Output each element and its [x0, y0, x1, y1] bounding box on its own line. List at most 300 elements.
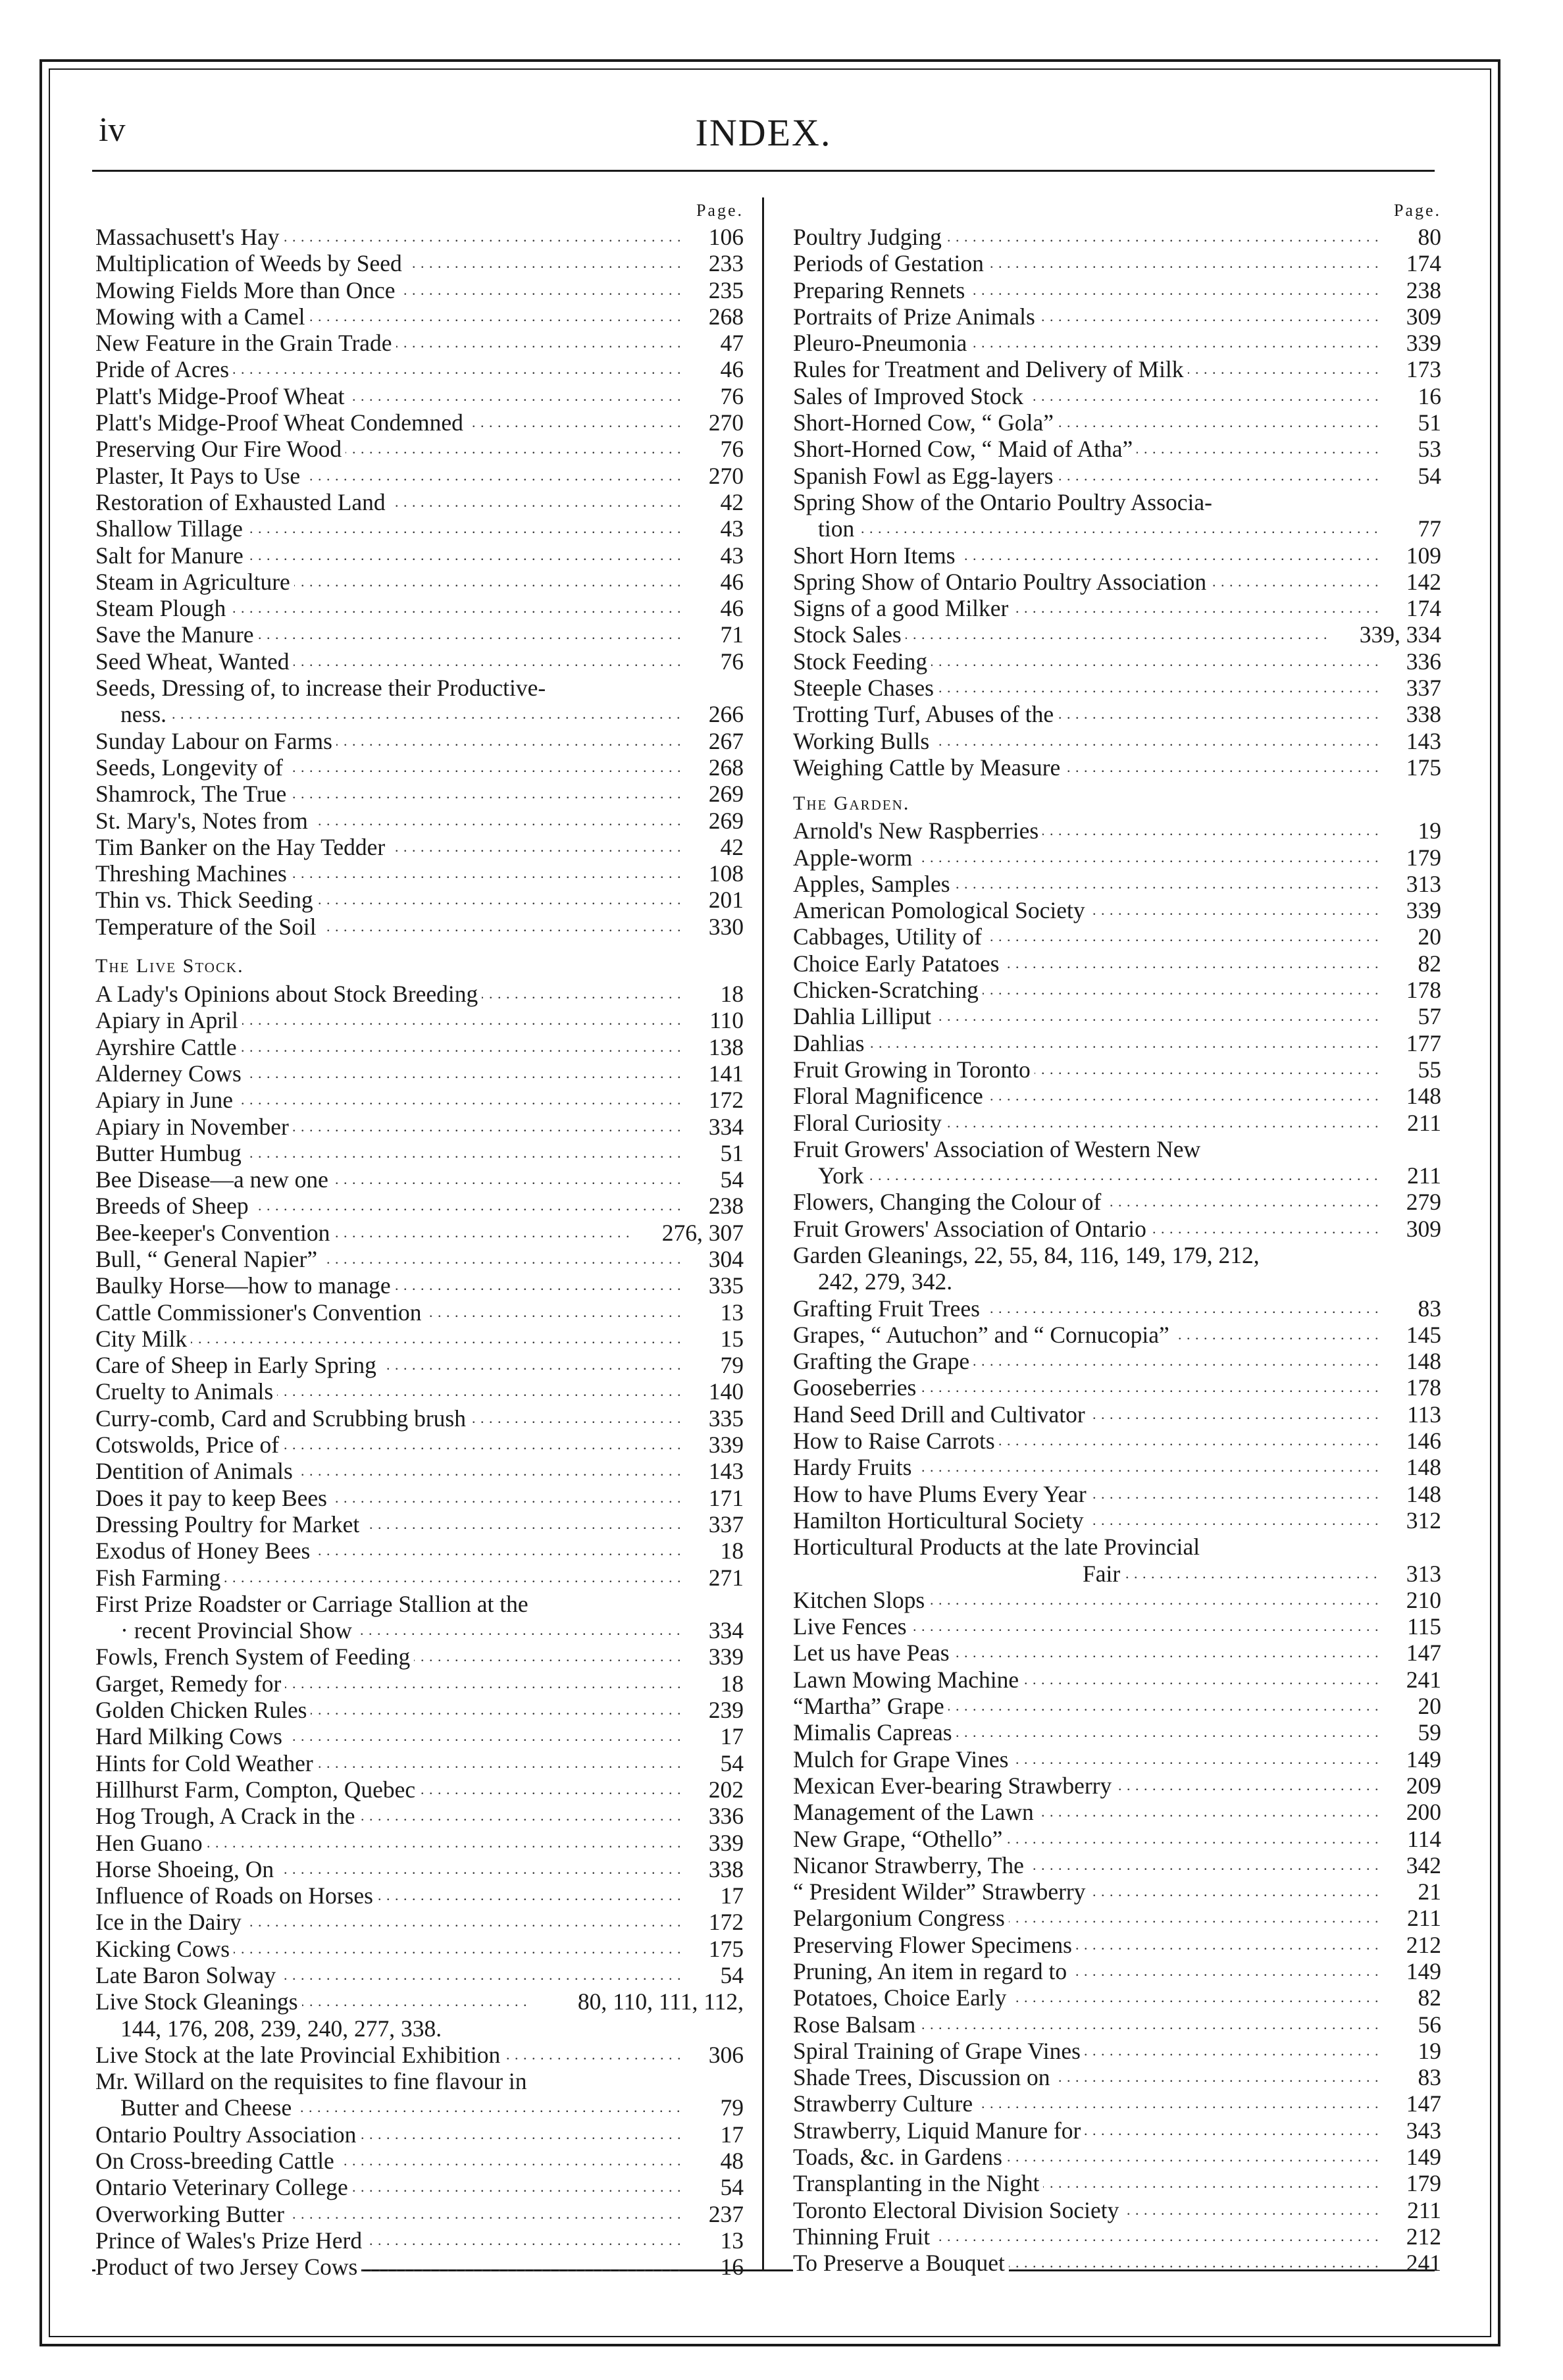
- entry-page: 174: [1406, 595, 1441, 622]
- index-entry: [95, 1326, 744, 1352]
- entry-title: Apples, Samples: [793, 871, 954, 897]
- entry-title: Curry-comb, Card and Scrubbing brush: [95, 1405, 470, 1432]
- index-entry: [95, 1378, 744, 1405]
- entry-title: Thin vs. Thick Seeding: [95, 887, 317, 913]
- index-entry: [793, 675, 1441, 701]
- entry-title: Cotswolds, Price of: [95, 1432, 283, 1458]
- left-column: [95, 197, 744, 2281]
- entry-page: 202: [708, 1776, 744, 1803]
- entry-page: 268: [708, 754, 744, 781]
- header-rule: [92, 170, 1435, 172]
- entry-page: 175: [1406, 754, 1441, 781]
- entry-page: 271: [708, 1564, 744, 1591]
- entry-title: Prince of Wales's Prize Herd: [95, 2227, 366, 2254]
- entry-title: Bee-keeper's Convention: [95, 1220, 334, 1246]
- entry-page: 144, 176, 208, 239, 240, 277, 338.: [120, 2015, 442, 2042]
- entry-title: Ontario Poultry Association: [95, 2121, 360, 2148]
- entry-page: 42: [720, 488, 744, 515]
- entry-page: 267: [708, 727, 744, 754]
- index-entry: [95, 1750, 744, 1776]
- index-entry: [793, 436, 1441, 462]
- entry-title: Hog Trough, A Crack in the: [95, 1803, 359, 1829]
- index-entry: [95, 1352, 744, 1378]
- entry-title: Shade Trees, Discussion on: [793, 2064, 1054, 2090]
- index-entry: [793, 844, 1441, 871]
- entry-title: Platt's Midge-Proof Wheat Condemned: [95, 409, 467, 436]
- entry-page: 338: [708, 1855, 744, 1882]
- index-entry: [95, 2094, 744, 2121]
- page-title: INDEX.: [695, 111, 832, 154]
- entry-title: Fruit Growers' Association of Ontario: [793, 1216, 1150, 1242]
- index-entry: [95, 1803, 744, 1829]
- index-entry: [95, 2174, 744, 2200]
- index-entry: [793, 701, 1441, 727]
- entry-page: 149: [1406, 1746, 1441, 1772]
- entry-page: 46: [720, 356, 744, 383]
- index-list: [793, 224, 1441, 489]
- entry-title: Breeds of Sheep: [95, 1193, 253, 1219]
- entry-page: 337: [708, 1511, 744, 1538]
- index-entry: [793, 1719, 1441, 1746]
- entry-title: Mowing with a Camel: [95, 303, 309, 330]
- entry-page: 143: [708, 1458, 744, 1485]
- entry-title: Hamilton Horticultural Society: [793, 1507, 1088, 1534]
- index-entry: [793, 1401, 1441, 1428]
- index-entry: [95, 2121, 744, 2148]
- entry-page: 178: [1406, 1374, 1441, 1401]
- entry-page: 148: [1406, 1348, 1441, 1375]
- index-entry: [95, 1272, 744, 1299]
- entry-page: 201: [708, 887, 744, 914]
- entry-page: 19: [1418, 817, 1441, 844]
- entry-page: 57: [1418, 1003, 1441, 1030]
- entry-page: 336: [1406, 648, 1441, 675]
- index-entry: [793, 463, 1441, 489]
- entry-title: Let us have Peas: [793, 1640, 954, 1666]
- entry-title: Thinning Fruit: [793, 2223, 934, 2250]
- index-list: [793, 542, 1441, 781]
- entry-title: New Feature in the Grain Trade: [95, 330, 396, 356]
- entry-page: 146: [1406, 1428, 1441, 1455]
- index-entry: [793, 1746, 1441, 1772]
- index-entry: [95, 1405, 744, 1432]
- index-entry: [95, 808, 744, 834]
- index-entry: [793, 250, 1441, 276]
- index-entry: [95, 754, 744, 781]
- entry-page: 54: [720, 1962, 744, 1988]
- entry-page: 237: [708, 2200, 744, 2227]
- entry-page: 147: [1406, 2090, 1441, 2117]
- index-entry: [95, 1776, 744, 1803]
- index-entry: [793, 977, 1441, 1003]
- entry-page: 51: [1418, 409, 1441, 436]
- entry-page: 149: [1406, 2144, 1441, 2171]
- entry-page: 115: [1407, 1613, 1441, 1640]
- entry-title: How to Raise Carrots: [793, 1428, 999, 1454]
- entry-page: 330: [708, 913, 744, 940]
- index-entry: [95, 1643, 744, 1670]
- index-entry: [95, 515, 744, 542]
- index-entry: [793, 621, 1441, 648]
- entry-page: 269: [708, 781, 744, 808]
- index-entry: [793, 950, 1441, 977]
- entry-title: Spiral Training of Grape Vines: [793, 2038, 1085, 2064]
- index-entry: [95, 569, 744, 595]
- index-entry: [95, 1565, 744, 1591]
- entry-page: 48: [720, 2148, 744, 2175]
- entry-title: Influence of Roads on Horses: [95, 1882, 377, 1909]
- index-entry: [95, 463, 744, 489]
- entry-title: Arnold's New Raspberries: [793, 817, 1042, 844]
- index-entry: [95, 1485, 744, 1511]
- index-entry: [793, 2038, 1441, 2064]
- entry-title: Golden Chicken Rules: [95, 1697, 311, 1723]
- entry-page: 15: [720, 1325, 744, 1352]
- entry-title: How to have Plums Every Year: [793, 1481, 1090, 1507]
- entry-title: Fair: [1083, 1561, 1124, 1587]
- entry-title: Choice Early Patatoes: [793, 950, 1004, 977]
- entry-title: Apple-worm: [793, 844, 916, 871]
- index-entry: [793, 2144, 1441, 2170]
- entry-page: 233: [708, 250, 744, 277]
- entry-page: 143: [1406, 727, 1441, 754]
- entry-page: 51: [720, 1139, 744, 1166]
- entry-title: Temperature of the Soil: [95, 914, 320, 940]
- entry-title: Alderney Cows: [95, 1060, 245, 1087]
- index-entry: [95, 981, 744, 1007]
- entry-title: Toads, &c. in Gardens: [793, 2144, 1006, 2170]
- entry-title: Cruelty to Animals: [95, 1378, 277, 1405]
- index-entry: [793, 277, 1441, 303]
- entry-title: Transplanting in the Night: [793, 2170, 1043, 2196]
- index-entry: [793, 1826, 1441, 1852]
- index-list: [95, 1643, 744, 1988]
- entry-page: 20: [1418, 1693, 1441, 1720]
- index-entry: [793, 1348, 1441, 1374]
- index-entry: [793, 409, 1441, 436]
- index-entry: [793, 356, 1441, 382]
- index-entry: [95, 1193, 744, 1219]
- entry-title: Pride of Acres: [95, 356, 233, 382]
- index-entry: [95, 1087, 744, 1113]
- page-column-heading: Page.: [696, 201, 744, 220]
- index-entry: [95, 383, 744, 409]
- entry-title: Toronto Electoral Division Society: [793, 2197, 1123, 2223]
- entry-page: 342: [1406, 1851, 1441, 1878]
- index-entry: [793, 1905, 1441, 1931]
- entry-title: Fruit Growers' Association of Western New: [793, 1135, 1201, 1162]
- index-entry: [793, 648, 1441, 675]
- index-entry: [793, 1056, 1441, 1083]
- index-entry: [95, 1936, 744, 1962]
- entry-title: Mowing Fields More than Once: [95, 277, 399, 303]
- entry-title: Hardy Fruits: [793, 1454, 915, 1480]
- entry-page: 79: [720, 2094, 744, 2121]
- entry-title: Strawberry, Liquid Manure for: [793, 2117, 1085, 2144]
- entry-page: 13: [720, 2227, 744, 2254]
- entry-title: American Pomological Society: [793, 897, 1089, 923]
- entry-page: 145: [1406, 1321, 1441, 1348]
- entry-title: Mexican Ever-bearing Strawberry: [793, 1772, 1115, 1799]
- entry-title: Overworking Butter: [95, 2201, 288, 2227]
- entry-page: 179: [1406, 844, 1441, 871]
- entry-title: Horse Shoeing, On: [95, 1856, 278, 1882]
- entry-title: Hillhurst Farm, Compton, Quebec: [95, 1776, 419, 1803]
- index-list: [793, 1295, 1441, 1534]
- index-entry: [793, 1428, 1441, 1454]
- index-entry: [793, 1878, 1441, 1905]
- index-entry: [793, 1003, 1441, 1029]
- index-entry: [793, 569, 1441, 595]
- entry-title: Steam in Agriculture: [95, 569, 294, 595]
- entry-title: Horticultural Products at the late Provincial: [793, 1534, 1200, 1561]
- entry-page: 80, 110, 111, 112,: [577, 1988, 744, 2015]
- entry-page: 114: [1407, 1825, 1441, 1852]
- entry-title: Apiary in November: [95, 1114, 293, 1140]
- entry-title: Pruning, An item in regard to: [793, 1958, 1071, 1984]
- index-entry: [793, 1613, 1441, 1640]
- index-entry: [95, 2068, 744, 2094]
- index-entry: [95, 250, 744, 276]
- entry-page: 172: [708, 1909, 744, 1936]
- entry-title: Care of Sheep in Early Spring: [95, 1352, 380, 1378]
- entry-title: Potatoes, Choice Early: [793, 1984, 1010, 2011]
- entry-title: Shallow Tillage: [95, 515, 247, 542]
- entry-page: 13: [720, 1299, 744, 1326]
- entry-title: Chicken-Scratching: [793, 977, 983, 1003]
- entry-title: Save the Manure: [95, 621, 258, 648]
- index-entry: [95, 330, 744, 356]
- entry-page: 174: [1406, 250, 1441, 277]
- index-entry: [95, 887, 744, 913]
- column-divider: [762, 197, 764, 2271]
- entry-title: Garget, Remedy for: [95, 1670, 285, 1697]
- entry-title: Multiplication of Weeds by Seed: [95, 250, 406, 276]
- entry-page: 173: [1406, 356, 1441, 383]
- index-entry: [793, 383, 1441, 409]
- entry-page: 19: [1418, 2037, 1441, 2064]
- index-entry: [793, 1984, 1441, 2011]
- entry-page: 141: [708, 1060, 744, 1087]
- entry-page: 142: [1406, 568, 1441, 595]
- index-entry: [793, 1958, 1441, 1984]
- entry-page: 312: [1406, 1507, 1441, 1534]
- entry-page: 210: [1406, 1586, 1441, 1613]
- index-entry: [793, 1136, 1441, 1162]
- entry-page: 149: [1406, 1958, 1441, 1984]
- entry-title: Spring Show of Ontario Poultry Association: [793, 569, 1210, 595]
- index-entry: [95, 1432, 744, 1458]
- entry-title: Dentition of Animals: [95, 1458, 297, 1484]
- entry-page: 53: [1418, 436, 1441, 463]
- entry-page: 235: [708, 276, 744, 303]
- entry-page: 147: [1406, 1640, 1441, 1667]
- index-entry: [95, 1511, 744, 1538]
- entry-title: A Lady's Opinions about Stock Breeding: [95, 981, 482, 1007]
- entry-page: 110: [709, 1007, 744, 1034]
- entry-title: Poultry Judging: [793, 224, 946, 250]
- index-entry: [95, 1114, 744, 1140]
- entry-page: 212: [1406, 2223, 1441, 2250]
- index-entry: [95, 1220, 744, 1246]
- entry-page: 18: [720, 1538, 744, 1565]
- index-entry: [95, 701, 744, 727]
- entry-page: 270: [708, 409, 744, 436]
- index-entry: [793, 897, 1441, 923]
- entry-title: Ice in the Dairy: [95, 1909, 245, 1935]
- entry-page: 211: [1407, 1162, 1441, 1189]
- entry-page: 336: [708, 1803, 744, 1830]
- entry-title: First Prize Roadster or Carriage Stallion at the: [95, 1590, 528, 1617]
- entry-title: Live Stock at the late Provincial Exhibition: [95, 2042, 504, 2068]
- entry-title: · recent Provincial Show: [120, 1617, 356, 1643]
- entry-title: New Grape, “Othello”: [793, 1826, 1006, 1852]
- entry-page: 148: [1406, 1454, 1441, 1481]
- entry-page: 54: [720, 1166, 744, 1193]
- index-entry: [793, 2250, 1441, 2276]
- index-entry: [95, 1882, 744, 1909]
- entry-title: Spanish Fowl as Egg-layers: [793, 463, 1057, 489]
- entry-page: 71: [720, 621, 744, 648]
- entry-page: 79: [720, 1352, 744, 1379]
- index-entry: [95, 1166, 744, 1193]
- entry-title: tion: [818, 515, 858, 542]
- entry-title: Seeds, Dressing of, to increase their Productive-: [95, 675, 546, 702]
- entry-page: 108: [708, 860, 744, 887]
- index-entry: [95, 2042, 744, 2068]
- entry-page: 21: [1418, 1878, 1441, 1905]
- entry-page: 306: [708, 2041, 744, 2068]
- index-entry: [793, 2170, 1441, 2196]
- index-entry: [793, 1667, 1441, 1693]
- entry-page: 335: [708, 1405, 744, 1432]
- entry-title: Stock Feeding: [793, 648, 931, 675]
- index-entry: [793, 817, 1441, 844]
- entry-page: 313: [1406, 870, 1441, 897]
- index-entry: [793, 595, 1441, 621]
- entry-page: 106: [708, 224, 744, 250]
- entry-title: Floral Curiosity: [793, 1110, 946, 1136]
- entry-page: 339: [708, 1643, 744, 1670]
- entry-page: 83: [1418, 2064, 1441, 2091]
- index-entry: [793, 1481, 1441, 1507]
- entry-page: 334: [708, 1113, 744, 1140]
- entry-title: Dahlias: [793, 1030, 868, 1056]
- index-entry: [793, 1189, 1441, 1215]
- index-entry: [793, 1799, 1441, 1825]
- index-entry: [95, 2201, 744, 2227]
- entry-page: 238: [1406, 276, 1441, 303]
- index-entry: [95, 648, 744, 675]
- page-column-heading: Page.: [1393, 201, 1441, 220]
- index-entry: [793, 1295, 1441, 1322]
- index-entry: [793, 1268, 1441, 1295]
- entry-title: Rules for Treatment and Delivery of Milk: [793, 356, 1188, 382]
- entry-page: 211: [1407, 2196, 1441, 2223]
- entry-title: Mulch for Grape Vines: [793, 1746, 1012, 1772]
- entry-title: Grafting the Grape: [793, 1348, 973, 1374]
- index-entry: [793, 303, 1441, 330]
- index-entry: [793, 728, 1441, 754]
- entry-title: York: [818, 1162, 867, 1189]
- entry-page: 54: [1418, 462, 1441, 489]
- index-entry: [95, 1060, 744, 1087]
- entry-page: 212: [1406, 1931, 1441, 1958]
- entry-title: Pelargonium Congress: [793, 1905, 1009, 1931]
- entry-page: 339: [1406, 330, 1441, 357]
- entry-title: Lawn Mowing Machine: [793, 1667, 1023, 1693]
- entry-page: 178: [1406, 977, 1441, 1004]
- index-entry: [793, 330, 1441, 356]
- index-entry: [793, 2223, 1441, 2250]
- entry-page: 82: [1418, 950, 1441, 977]
- index-entry: [95, 2015, 744, 2042]
- entry-title: To Preserve a Bouquet: [793, 2250, 1009, 2276]
- index-entry: [95, 1830, 744, 1856]
- index-entry: [793, 1507, 1441, 1534]
- entry-title: Baulky Horse—how to manage: [95, 1272, 395, 1299]
- entry-page: 59: [1418, 1719, 1441, 1746]
- entry-title: Butter Humbug: [95, 1140, 245, 1166]
- entry-page: 113: [1407, 1401, 1441, 1428]
- entry-page: 211: [1407, 1109, 1441, 1136]
- entry-title: Short Horn Items: [793, 542, 960, 569]
- entry-title: Late Baron Solway: [95, 1962, 280, 1988]
- entry-page: 200: [1406, 1799, 1441, 1826]
- entry-title: Fish Farming: [95, 1565, 224, 1591]
- index-entry: [95, 728, 744, 754]
- index-entry: [793, 2011, 1441, 2038]
- entry-title: Massachusett's Hay: [95, 224, 284, 250]
- index-list: [793, 1189, 1441, 1242]
- index-entry: [95, 2227, 744, 2254]
- entry-title: St. Mary's, Notes from: [95, 808, 312, 834]
- index-entry: [793, 1561, 1441, 1587]
- entry-title: Product of two Jersey Cows: [95, 2254, 361, 2280]
- entry-page: 20: [1418, 923, 1441, 950]
- entry-page: 18: [720, 1670, 744, 1697]
- entry-page: 55: [1418, 1056, 1441, 1083]
- entry-title: Dahlia Lilliput: [793, 1003, 935, 1029]
- index-entry: [95, 1034, 744, 1060]
- entry-title: Steam Plough: [95, 595, 230, 621]
- index-entry: [793, 1374, 1441, 1401]
- index-entry: [95, 1962, 744, 1988]
- entry-page: 209: [1406, 1772, 1441, 1799]
- entry-page: 309: [1406, 303, 1441, 330]
- index-entry: [793, 1110, 1441, 1136]
- entry-title: Apiary in June: [95, 1087, 237, 1113]
- entry-page: 148: [1406, 1083, 1441, 1110]
- entry-page: 83: [1418, 1295, 1441, 1322]
- entry-title: Signs of a good Milker: [793, 595, 1012, 621]
- entry-page: 269: [708, 807, 744, 834]
- entry-page: 338: [1406, 701, 1441, 728]
- entry-page: 334: [708, 1617, 744, 1644]
- entry-page: 76: [720, 436, 744, 463]
- entry-title: Sales of Improved Stock: [793, 383, 1027, 409]
- index-entry: [95, 1538, 744, 1564]
- entry-page: 211: [1407, 1905, 1441, 1932]
- index-entry: [95, 1909, 744, 1935]
- entry-title: Live Fences: [793, 1613, 911, 1640]
- entry-title: Restoration of Exhausted Land: [95, 489, 390, 515]
- entry-title: Tim Banker on the Hay Tedder: [95, 834, 389, 860]
- entry-page: 268: [708, 303, 744, 330]
- index-entry: [793, 542, 1441, 569]
- entry-title: Short-Horned Cow, “ Maid of Atha”: [793, 436, 1137, 462]
- entry-page: 339: [708, 1829, 744, 1856]
